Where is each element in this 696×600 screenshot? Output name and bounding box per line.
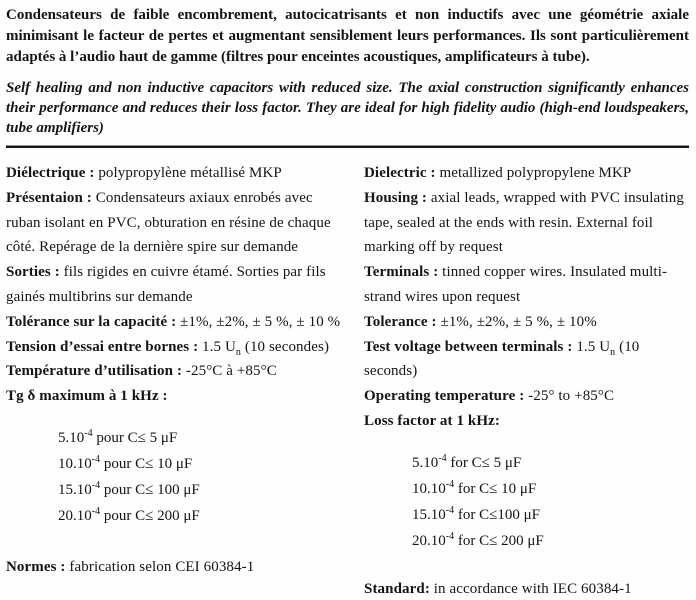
spec-value: (10 seconds) [364,338,640,380]
spec-columns [6,148,689,600]
spec-row-tolerance-en [364,310,689,335]
loss-value: 5.10 [58,429,85,446]
column-french [6,161,358,580]
loss-factor-item [412,450,689,476]
loss-value: 10.10 [58,455,92,472]
loss-condition: pour C≤ 200 μF [103,507,200,524]
spec-row-test-voltage [364,335,689,385]
spec-row-tension-essai [6,335,350,360]
spec-label: Tolérance sur la capacité : [6,313,177,330]
spec-value: ±1%, ±2%, ± 5 %, ± 10 % [180,313,341,330]
intro-paragraph-french: Condensateurs de faible encombrement, autocicatrisants et non inductifs avec une géométrie axiale minimisant le facteur de pertes et augmentant sensiblement leurs performances. Ils sont particulièrement adaptés à l’audio haut de gamme (filtres pour enceintes acoustiques, amplificateurs à tube). [6,7,689,65]
spec-label: Sorties : [6,264,60,281]
spec-value: 1.5 U [576,338,611,355]
spec-value: ±1%, ±2%, ± 5 %, ± 10% [440,313,597,330]
spec-label: Operating temperature : [364,388,525,405]
loss-condition: pour C≤ 5 μF [96,429,178,446]
exponent: -4 [445,478,455,490]
loss-factor-item [58,477,350,503]
loss-condition: pour C≤ 10 μF [103,455,193,472]
exponent: -4 [91,479,101,491]
spec-label: Terminals : [364,264,439,281]
spec-row-operating-temperature [364,384,689,409]
loss-value: 15.10 [412,506,446,523]
loss-factor-item [58,425,350,451]
spec-label: Standard: [364,580,430,597]
exponent: -4 [445,504,455,516]
loss-value: 10.10 [412,480,446,497]
spec-value: tinned copper wires. Insulated multi-strand wires upon request [364,264,668,305]
spec-value: fabrication selon CEI 60384-1 [69,558,255,575]
spec-row-presentation [6,186,350,260]
loss-value: 20.10 [412,532,446,549]
spec-label: Test voltage between terminals : [364,338,573,355]
spec-value: polypropylène métallisé MKP [98,165,282,181]
spec-row-standard [364,577,689,600]
spec-row-housing [364,186,689,260]
loss-factor-list-english [412,450,689,554]
loss-value: 20.10 [58,507,92,524]
spec-label: Normes : [6,558,66,575]
spec-label: Tg δ maximum à 1 kHz : [6,388,168,405]
spec-row-dielectrique [6,161,350,186]
spec-value: fils rigides en cuivre étamé. Sorties par fils gainés multibrins sur demande [6,264,326,305]
loss-factor-item [58,503,350,529]
spec-value: -25° to +85°C [528,388,615,405]
spec-row-terminals [364,260,689,310]
exponent: -4 [91,505,101,517]
spec-row-tolerance-fr [6,310,350,335]
spec-row-normes [6,555,350,580]
loss-factor-item [58,451,350,477]
spec-row-dielectric [364,161,689,186]
spec-row-sorties [6,260,350,310]
spec-label: Housing : [364,189,428,206]
spec-label: Loss factor at 1 kHz: [364,412,500,429]
spec-label: Présentaion : [6,189,92,206]
loss-value: 15.10 [58,481,92,498]
loss-factor-item [412,502,689,528]
spec-row-tg-delta [6,384,350,409]
loss-condition: for C≤100 μF [457,506,540,523]
exponent: -4 [91,453,101,465]
loss-value: 5.10 [412,454,439,471]
exponent: -4 [84,427,93,439]
spec-label: Température d’utilisation : [6,363,183,380]
subscript-n: n [610,346,616,358]
subscript-n: n [235,346,241,358]
spec-value: in accordance with IEC 60384-1 [433,580,632,597]
spec-value: (10 secondes) [241,338,330,355]
spec-label: Tolerance : [364,313,437,330]
spec-value: -25°C à +85°C [185,363,277,380]
exponent: -4 [445,530,455,542]
loss-condition: for C≤ 5 μF [450,454,522,471]
column-english [358,161,689,600]
intro-paragraph-english: Self healing and non inductive capacitors with reduced size. The axial construction significantly enhances their performance and reduces their loss factor. They are ideal for high fidelity audio (high-end loudspeakers, tube amplifiers) [6,80,689,136]
spec-label: Tension d’essai entre bornes : [6,338,199,355]
spec-value: metallized polypropylene MKP [439,165,632,181]
spec-label: Dielectric : [364,165,436,181]
spec-row-loss-factor [364,409,689,434]
loss-factor-list-french [58,425,350,529]
spec-row-temperature-fr [6,359,350,384]
loss-factor-item [412,528,689,554]
loss-condition: for C≤ 200 μF [457,532,544,549]
loss-condition: for C≤ 10 μF [457,480,537,497]
loss-factor-item [412,476,689,502]
spec-value: 1.5 U [202,338,236,355]
spec-label: Diélectrique : [6,165,95,181]
exponent: -4 [438,452,447,464]
spec-value: axial leads, wrapped with PVC insulating tape, sealed at the ends with resin. External foil marking off by request [364,189,685,256]
spec-value: Condensateurs axiaux enrobés avec ruban isolant en PVC, obturation en résine de chaque côté. Repérage de la dernière spire sur demande [6,189,331,256]
loss-condition: pour C≤ 100 μF [103,481,200,498]
